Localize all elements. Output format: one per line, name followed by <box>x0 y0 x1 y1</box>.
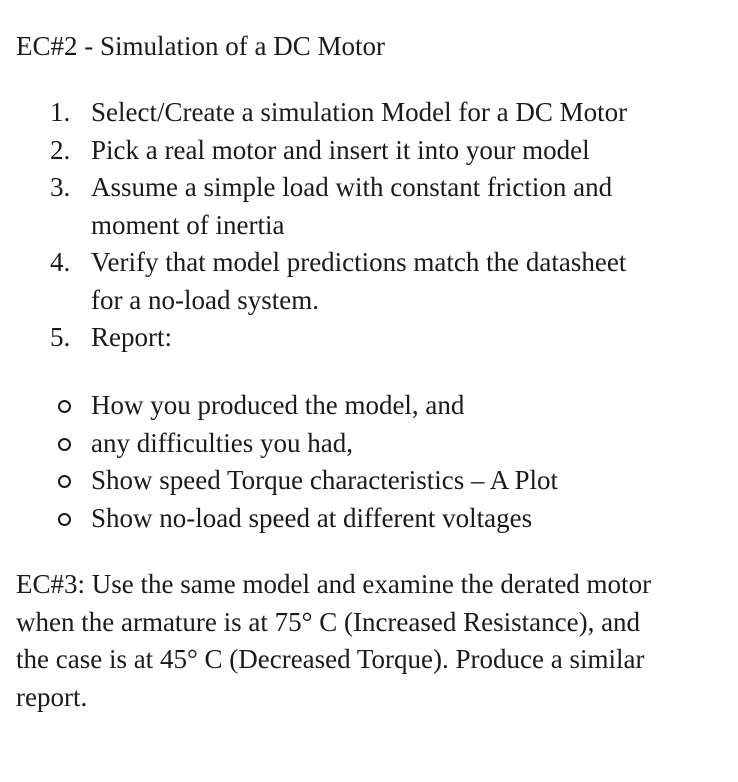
list-item-text: Show no-load speed at different voltages <box>91 502 533 533</box>
list-item <box>50 244 730 319</box>
list-item <box>58 462 738 500</box>
hollow-bullet-icon <box>58 475 71 488</box>
paragraph-line: the case is at 45° C (Decreased Torque). Produce a similar <box>16 644 645 674</box>
list-item-text: Assume a simple load with constant friction and <box>91 172 613 202</box>
numbered-list <box>50 94 730 357</box>
list-item-text: Show speed Torque characteristics – A Plot <box>91 465 559 495</box>
list-item <box>50 169 730 244</box>
list-item-text: for a no-load system. <box>91 284 319 315</box>
list-item-text: Report: <box>91 322 172 352</box>
paragraph-line: report. <box>16 681 88 712</box>
list-number: 4. <box>50 247 71 277</box>
list-number: 5. <box>50 322 71 352</box>
list-item-text: Pick a real motor and insert it into your model <box>91 134 590 165</box>
list-item-text: moment of inertia <box>91 209 285 240</box>
list-item-text: Select/Create a simulation Model for a DC Motor <box>91 97 628 127</box>
report-bullet-list <box>58 387 738 537</box>
list-number: 3. <box>50 172 71 202</box>
paragraph-line: EC#3: Use the same model and examine the derated motor <box>16 569 652 599</box>
hollow-bullet-icon <box>58 438 71 451</box>
paragraph-line: when the armature is at 75° C (Increased Resistance), and <box>16 606 641 637</box>
ec3-paragraph <box>16 566 728 716</box>
list-item-text: any difficulties you had, <box>91 427 353 458</box>
list-number: 2. <box>50 134 71 165</box>
list-item <box>50 94 730 132</box>
list-item <box>50 319 730 357</box>
page-title: EC#2 - Simulation of a DC Motor <box>16 31 385 61</box>
list-number: 1. <box>50 97 71 127</box>
list-item-text: Verify that model predictions match the datasheet <box>91 247 627 277</box>
list-item <box>58 425 738 463</box>
list-item <box>58 500 738 538</box>
list-item-text: How you produced the model, and <box>91 390 465 420</box>
hollow-bullet-icon <box>58 513 71 526</box>
list-item <box>50 132 730 170</box>
list-item <box>58 387 738 425</box>
hollow-bullet-icon <box>58 400 71 413</box>
